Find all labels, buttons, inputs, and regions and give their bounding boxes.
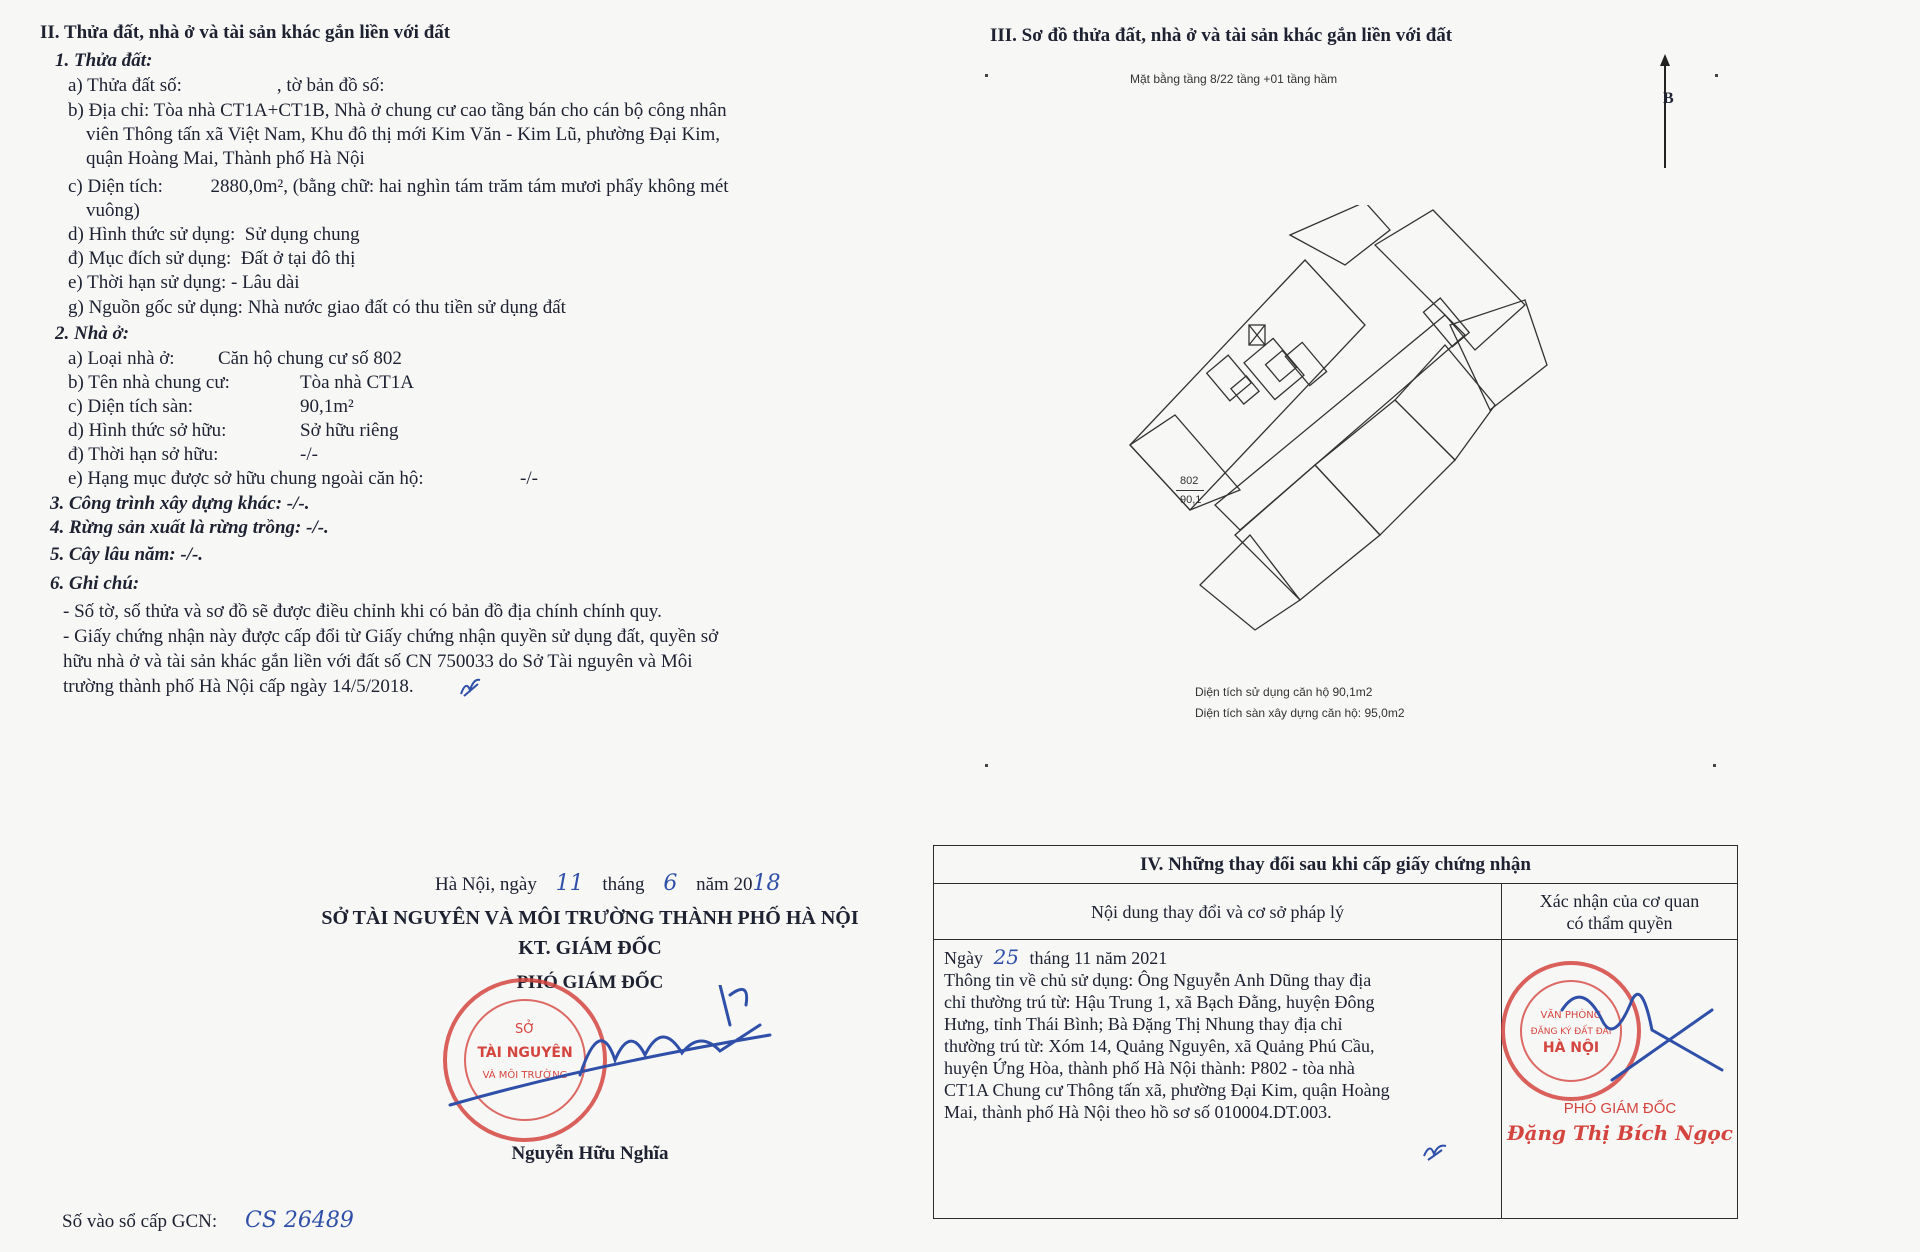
note-2: - Giấy chứng nhận này được cấp đổi từ Giấy chứng nhận quyền sử dụng đất, quyền sở: [63, 626, 719, 647]
land-origin: g) Nguồn gốc sử dụng: Nhà nước giao đất có thu tiền sử dụng đất: [68, 297, 566, 318]
svg-text:SỞ: SỞ: [514, 1022, 536, 1037]
land-heading: 1. Thửa đất:: [55, 50, 153, 71]
confirmation-signer: Đặng Thị Bích Ngọc: [1507, 1121, 1733, 1145]
date-year-handwritten: 18: [752, 871, 781, 896]
unit-label-divider: [1176, 490, 1204, 491]
svg-text:TÀI NGUYÊN: TÀI NGUYÊN: [477, 1045, 573, 1061]
house-term-value: -/-: [300, 444, 318, 465]
change-line: chỉ thường trú từ: Hậu Trung 1, xã Bạch Đằng, huyện Đông: [944, 992, 1375, 1012]
kt-director: KT. GIÁM ĐỐC: [518, 937, 662, 959]
change-confirmation-cell: [1502, 940, 1738, 1219]
house-type-label: a) Loại nhà ở:: [68, 348, 175, 369]
issuing-authority: SỞ TÀI NGUYÊN VÀ MÔI TRƯỜNG THÀNH PHỐ HÀ NỘI: [321, 907, 859, 929]
notes-heading: 6. Ghi chú:: [50, 573, 140, 594]
change-line: CT1A Chung cư Thông tấn xã, phường Đại Kim, quận Hoàng: [944, 1080, 1390, 1100]
date-prefix: Hà Nội, ngày: [435, 874, 537, 895]
corner-mark: [985, 764, 988, 767]
register-number-handwritten: CS 26489: [245, 1208, 354, 1233]
column-header-confirmation-1: Xác nhận của cơ quan: [1539, 890, 1700, 911]
perennial-trees: 5. Cây lâu năm: -/-.: [50, 544, 204, 565]
register-label: Số vào sổ cấp GCN:: [62, 1211, 218, 1232]
north-arrow-icon: [1655, 52, 1675, 172]
change-date-rest: tháng 11 năm 2021: [1029, 948, 1168, 968]
land-address-2: viên Thông tấn xã Việt Nam, Khu đô thị mới Kim Văn - Kim Lũ, phường Đại Kim,: [86, 124, 721, 145]
section-iii-title: III. Sơ đồ thửa đất, nhà ở và tài sản khác gắn liền với đất: [990, 25, 1453, 46]
change-line: Mai, thành phố Hà Nội theo hồ sơ số 010004.DT.003.: [944, 1102, 1332, 1122]
changes-table: [933, 845, 1738, 1219]
house-term-label: đ) Thời hạn sở hữu:: [68, 444, 219, 465]
director-signature: [430, 985, 800, 1115]
north-label: B: [1663, 90, 1674, 107]
land-usage-purpose: đ) Mục đích sử dụng: Đất ở tại đô thị: [68, 248, 356, 269]
land-usage-form: d) Hình thức sử dụng: Sử dụng chung: [68, 224, 360, 245]
other-works: 3. Công trình xây dựng khác: -/-.: [50, 493, 310, 514]
land-parcel-number: a) Thửa đất số: , tờ bản đồ số:: [68, 75, 385, 96]
svg-text:VĂN PHÒNG: VĂN PHÒNG: [1540, 1010, 1602, 1021]
change-content-cell: [934, 940, 1502, 1219]
note-1: - Số tờ, số thửa và sơ đồ sẽ được điều chỉnh khi có bản đồ địa chính chính quy.: [63, 601, 662, 622]
house-ownership-label: d) Hình thức sở hữu:: [68, 420, 227, 441]
confirmation-signature: [1542, 970, 1732, 1090]
change-line: huyện Ứng Hòa, thành phố Hà Nội thành: P802 - tòa nhà: [944, 1058, 1355, 1078]
svg-text:ĐĂNG KÝ ĐẤT ĐAI: ĐĂNG KÝ ĐẤT ĐAI: [1530, 1027, 1612, 1037]
svg-text:HÀ NỘI: HÀ NỘI: [1542, 1040, 1600, 1056]
change-date-prefix: Ngày: [944, 948, 983, 968]
date-month-handwritten: 6: [663, 871, 678, 896]
house-heading: 2. Nhà ở:: [55, 323, 130, 344]
date-year-label: năm 20: [696, 874, 753, 895]
house-ownership-value: Sở hữu riêng: [300, 420, 399, 441]
corner-mark: [1713, 764, 1716, 767]
corner-mark: [1715, 74, 1718, 77]
land-area-2: vuông): [86, 200, 140, 221]
house-common-value: -/-: [520, 468, 538, 489]
date-month-label: tháng: [602, 874, 645, 895]
house-name-value: Tòa nhà CT1A: [300, 372, 414, 393]
changes-table-title: IV. Những thay đổi sau khi cấp giấy chứng nhận: [934, 846, 1738, 884]
section-ii-title: II. Thửa đất, nhà ở và tài sản khác gắn liền với đất: [40, 22, 451, 43]
land-usage-term: e) Thời hạn sử dụng: - Lâu dài: [68, 272, 300, 293]
house-area-label: c) Diện tích sàn:: [68, 396, 194, 417]
column-header-confirmation: [1502, 884, 1738, 940]
land-address-1: b) Địa chỉ: Tòa nhà CT1A+CT1B, Nhà ở chung cư cao tầng bán cho cán bộ công nhân: [68, 100, 727, 121]
column-header-content: Nội dung thay đổi và cơ sở pháp lý: [934, 884, 1502, 940]
change-date-day: 25: [993, 945, 1019, 969]
unit-number-label: 802: [1180, 475, 1199, 487]
change-line: Hưng, tỉnh Thái Bình; Bà Đặng Thị Nhung thay địa chỉ: [944, 1014, 1343, 1034]
corner-mark: [985, 74, 988, 77]
signer-name: Nguyễn Hữu Nghĩa: [511, 1143, 669, 1164]
house-type-value: Căn hộ chung cư số 802: [218, 348, 402, 369]
note-4: trường thành phố Hà Nội cấp ngày 14/5/2018.: [63, 676, 414, 697]
floor-plan-caption: Mặt bằng tầng 8/22 tầng +01 tầng hầm: [1130, 72, 1338, 86]
floor-plan-diagram: [1115, 205, 1565, 635]
change-line: thường trú từ: Xóm 14, Quảng Nguyên, xã Quảng Phú Cầu,: [944, 1036, 1375, 1056]
land-address-3: quận Hoàng Mai, Thành phố Hà Nội: [86, 148, 365, 169]
land-area-1: c) Diện tích: 2880,0m², (bằng chữ: hai nghìn tám trăm tám mươi phẩy không mét: [68, 176, 729, 197]
note-3: hữu nhà ở và tài sản khác gắn liền với đất số CN 750033 do Sở Tài nguyên và Môi: [63, 651, 693, 672]
change-date: [944, 946, 1491, 969]
area-used-note: Diện tích sử dụng căn hộ 90,1m2: [1195, 685, 1373, 699]
date-day-handwritten: 11: [555, 871, 584, 896]
area-built-note: Diện tích sàn xây dựng căn hộ: 95,0m2: [1195, 706, 1405, 720]
deputy-director-title: PHÓ GIÁM ĐỐC: [516, 972, 664, 993]
column-header-confirmation-2: có thẩm quyền: [1566, 912, 1673, 933]
sign-date-line: [435, 872, 781, 897]
house-name-label: b) Tên nhà chung cư:: [68, 372, 230, 393]
initial-mark-icon: [458, 674, 484, 700]
initial-mark-icon: [1420, 1138, 1450, 1164]
confirmation-title: PHÓ GIÁM ĐỐC: [1563, 1100, 1677, 1117]
change-line: Thông tin về chủ sử dụng: Ông Nguyễn Anh Dũng thay địa: [944, 970, 1372, 990]
svg-text:VÀ MÔI TRƯỜNG: VÀ MÔI TRƯỜNG: [482, 1070, 568, 1081]
unit-area-label: 90,1: [1180, 494, 1202, 506]
house-area-value: 90,1m²: [300, 396, 354, 417]
production-forest: 4. Rừng sản xuất là rừng trồng: -/-.: [50, 517, 329, 538]
house-common-label: e) Hạng mục được sở hữu chung ngoài căn hộ:: [68, 468, 424, 489]
